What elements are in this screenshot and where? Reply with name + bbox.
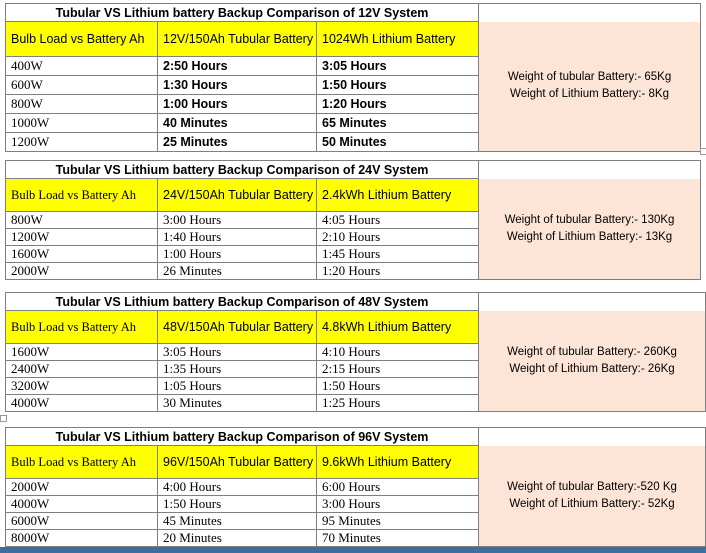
lithium-time-cell: 50 Minutes [317, 133, 479, 152]
window-bottom-border [0, 547, 706, 553]
blank-cell [479, 4, 701, 22]
tubular-time-cell: 1:05 Hours [158, 378, 317, 395]
column-header-load: Bulb Load vs Battery Ah [6, 22, 158, 57]
load-cell: 2400W [6, 361, 158, 378]
table-resize-handle[interactable] [0, 415, 7, 422]
weight-tubular-text: Weight of tubular Battery:-520 Kg [507, 480, 677, 493]
load-cell: 400W [6, 57, 158, 76]
tubular-time-cell: 25 Minutes [158, 133, 317, 152]
weight-lithium-text: Weight of Lithium Battery:- 8Kg [510, 88, 669, 101]
load-cell: 8000W [6, 530, 158, 547]
lithium-time-cell: 2:15 Hours [317, 361, 479, 378]
blank-cell [479, 161, 701, 179]
tubular-time-cell: 1:00 Hours [158, 246, 317, 263]
blank-cell [479, 428, 706, 446]
weight-tubular-text: Weight of tubular Battery:- 260Kg [507, 345, 677, 358]
weight-lithium-text: Weight of Lithium Battery:- 13Kg [506, 230, 673, 243]
column-header-load: Bulb Load vs Battery Ah [6, 311, 158, 344]
tubular-time-cell: 1:30 Hours [158, 76, 317, 95]
tubular-time-cell: 30 Minutes [158, 395, 317, 412]
comparison-table-48v [5, 292, 706, 412]
weight-cell [479, 446, 706, 547]
lithium-time-cell: 3:05 Hours [317, 57, 479, 76]
tubular-time-cell: 3:00 Hours [158, 212, 317, 229]
load-cell: 4000W [6, 496, 158, 513]
column-header-lithium: 4.8kWh Lithium Battery [317, 311, 479, 344]
tubular-time-cell: 40 Minutes [158, 114, 317, 133]
weight-lithium-text: Weight of Lithium Battery:- 52Kg [509, 497, 675, 510]
tubular-time-cell: 20 Minutes [158, 530, 317, 547]
lithium-time-cell: 2:10 Hours [317, 229, 479, 246]
load-cell: 1200W [6, 229, 158, 246]
column-header-lithium: 9.6kWh Lithium Battery [317, 446, 479, 479]
column-header-lithium: 1024Wh Lithium Battery [317, 22, 479, 57]
tubular-time-cell: 1:00 Hours [158, 95, 317, 114]
comparison-table-96v [5, 427, 706, 547]
load-cell: 2000W [6, 479, 158, 496]
lithium-time-cell: 4:05 Hours [317, 212, 479, 229]
column-header-load: Bulb Load vs Battery Ah [6, 446, 158, 479]
load-cell: 800W [6, 95, 158, 114]
comparison-table-24v [5, 160, 701, 280]
column-header-tubular: 96V/150Ah Tubular Battery [158, 446, 317, 479]
weight-cell [479, 179, 701, 280]
tubular-time-cell: 1:35 Hours [158, 361, 317, 378]
lithium-time-cell: 1:50 Hours [317, 378, 479, 395]
load-cell: 6000W [6, 513, 158, 530]
tubular-time-cell: 1:50 Hours [158, 496, 317, 513]
comparison-table-12v [5, 3, 701, 152]
weight-cell [479, 22, 701, 152]
lithium-time-cell: 1:20 Hours [317, 95, 479, 114]
tubular-time-cell: 4:00 Hours [158, 479, 317, 496]
lithium-time-cell: 1:20 Hours [317, 263, 479, 280]
column-header-lithium: 2.4kWh Lithium Battery [317, 179, 479, 212]
tubular-time-cell: 1:40 Hours [158, 229, 317, 246]
load-cell: 1000W [6, 114, 158, 133]
lithium-time-cell: 6:00 Hours [317, 479, 479, 496]
load-cell: 1600W [6, 246, 158, 263]
load-cell: 1200W [6, 133, 158, 152]
load-cell: 1600W [6, 344, 158, 361]
table-resize-handle[interactable] [700, 148, 706, 155]
load-cell: 600W [6, 76, 158, 95]
lithium-time-cell: 70 Minutes [317, 530, 479, 547]
weight-tubular-text: Weight of tubular Battery:- 130Kg [504, 213, 675, 226]
load-cell: 800W [6, 212, 158, 229]
tubular-time-cell: 2:50 Hours [158, 57, 317, 76]
column-header-tubular: 48V/150Ah Tubular Battery [158, 311, 317, 344]
lithium-time-cell: 4:10 Hours [317, 344, 479, 361]
column-header-tubular: 12V/150Ah Tubular Battery [158, 22, 317, 57]
table-title: Tubular VS Lithium battery Backup Comparison of 12V System [6, 4, 479, 22]
lithium-time-cell: 3:00 Hours [317, 496, 479, 513]
table-title: Tubular VS Lithium battery Backup Comparison of 48V System [6, 293, 479, 311]
load-cell: 2000W [6, 263, 158, 280]
weight-lithium-text: Weight of Lithium Battery:- 26Kg [509, 362, 675, 375]
lithium-time-cell: 95 Minutes [317, 513, 479, 530]
lithium-time-cell: 1:25 Hours [317, 395, 479, 412]
tubular-time-cell: 26 Minutes [158, 263, 317, 280]
load-cell: 3200W [6, 378, 158, 395]
lithium-time-cell: 1:45 Hours [317, 246, 479, 263]
lithium-time-cell: 1:50 Hours [317, 76, 479, 95]
blank-cell [479, 293, 706, 311]
tubular-time-cell: 3:05 Hours [158, 344, 317, 361]
weight-cell [479, 311, 706, 412]
weight-tubular-text: Weight of tubular Battery:- 65Kg [507, 71, 672, 84]
lithium-time-cell: 65 Minutes [317, 114, 479, 133]
table-title: Tubular VS Lithium battery Backup Comparison of 24V System [6, 161, 479, 179]
load-cell: 4000W [6, 395, 158, 412]
column-header-tubular: 24V/150Ah Tubular Battery [158, 179, 317, 212]
tubular-time-cell: 45 Minutes [158, 513, 317, 530]
table-title: Tubular VS Lithium battery Backup Comparison of 96V System [6, 428, 479, 446]
column-header-load: Bulb Load vs Battery Ah [6, 179, 158, 212]
